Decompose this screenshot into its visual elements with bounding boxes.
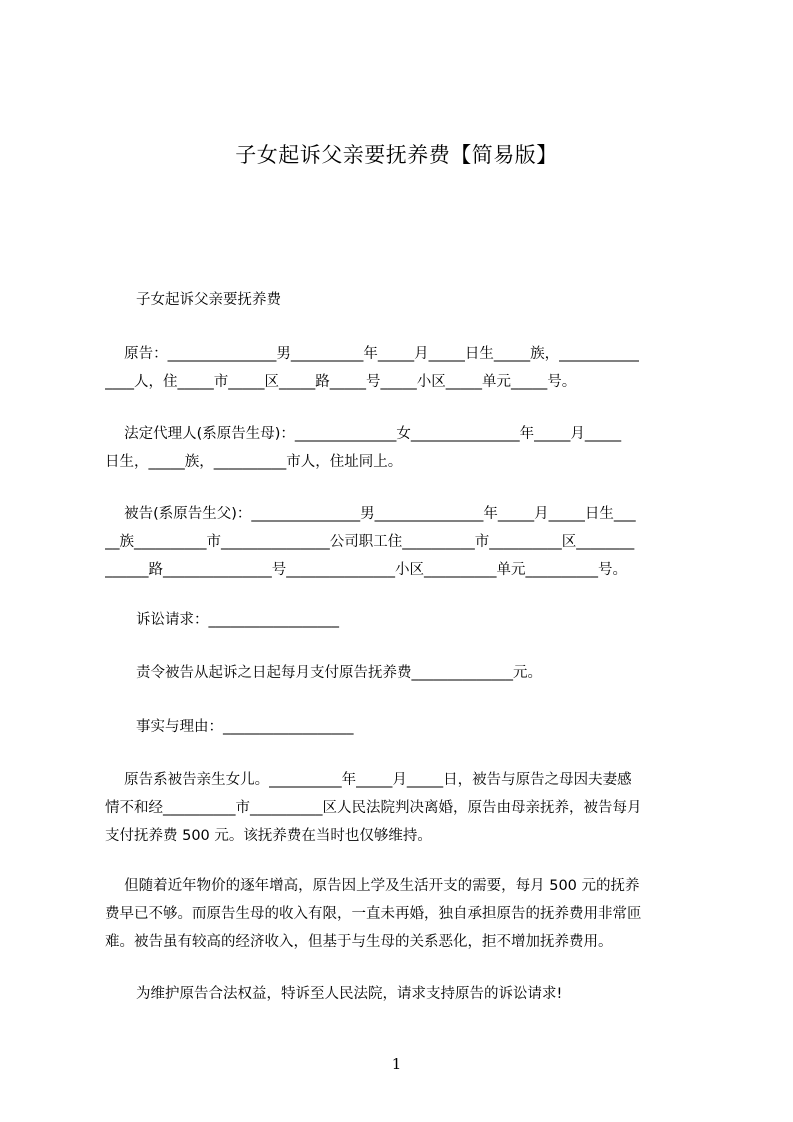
text-line: 诉讼请求：__________________ bbox=[136, 612, 339, 628]
text-line: 为维护原告合法权益，特诉至人民法院，请求支持原告的诉讼请求! bbox=[136, 986, 563, 1002]
plaintiff-paragraph bbox=[105, 340, 701, 396]
text-line: 难。被告虽有较高的经济收入，但基于与生母的关系恶化，拒不增加抚养费用。 bbox=[105, 934, 613, 950]
agent-paragraph bbox=[105, 420, 701, 476]
page-number: 1 bbox=[391, 1055, 402, 1073]
text-line: 但随着近年物价的逐年增高，原告因上学及生活开支的需要，每月 500 元的抚养 bbox=[105, 878, 640, 894]
facts-paragraph-2 bbox=[105, 872, 701, 956]
text-line: ____人，住_____市_____区_____路_____号_____小区_____单元_____号。 bbox=[105, 374, 577, 390]
text-line: 情不和经__________市__________区人民法院判决离婚，原告由母亲抚养，被告每月 bbox=[105, 800, 642, 816]
document-title: 子女起诉父亲要抚养费【简易版】 bbox=[235, 143, 558, 167]
text-line: 原告：_______________男__________年_____月_____日生_____族，___________ bbox=[105, 346, 639, 362]
text-line: 被告(系原告生父)：_______________男_______________年_____月_____日生___ bbox=[105, 506, 636, 522]
facts-heading bbox=[136, 713, 732, 741]
claim-paragraph bbox=[136, 659, 732, 687]
text-line: 日生，_____族，__________市人，住址同上。 bbox=[105, 454, 403, 470]
text-line: 法定代理人(系原告生母)：______________女_______________年_____月_____ bbox=[105, 426, 622, 442]
closing-paragraph bbox=[136, 980, 732, 1008]
claims-heading bbox=[136, 606, 732, 634]
text-line: ______路_______________号_______________小区__________单元__________号。 bbox=[105, 562, 627, 578]
subtitle-text: 子女起诉父亲要抚养费 bbox=[136, 292, 281, 308]
text-line: 原告系被告亲生女儿。__________年_____月_____日，被告与原告之母因夫妻感 bbox=[105, 772, 632, 788]
text-line: 费早已不够。而原告生母的收入有限，一直未再婚，独自承担原告的抚养费用非常匝 bbox=[105, 906, 642, 922]
text-line: 支付抚养费 500 元。该抚养费在当时也仅够维持。 bbox=[105, 828, 432, 844]
text-line: 事实与理由：__________________ bbox=[136, 719, 354, 735]
text-line: __族__________市_______________公司职工住__________市__________区________ bbox=[105, 534, 635, 550]
facts-paragraph-1 bbox=[105, 766, 701, 850]
defendant-paragraph bbox=[105, 500, 701, 584]
subtitle bbox=[136, 286, 732, 314]
text-line: 责令被告从起诉之日起每月支付原告抚养费______________元。 bbox=[136, 665, 542, 681]
